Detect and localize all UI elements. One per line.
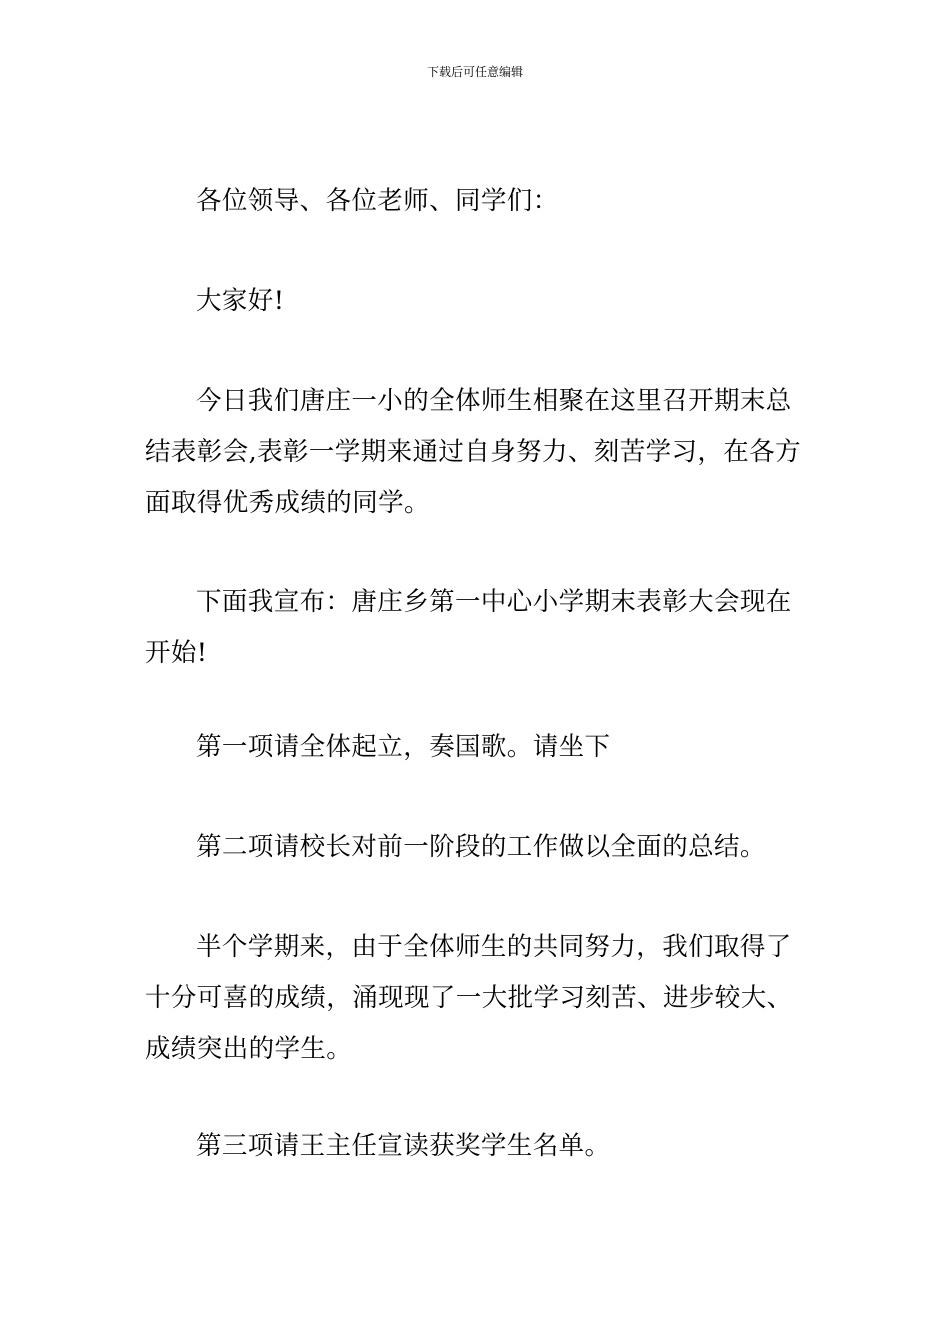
paragraph-item-three bbox=[145, 1121, 810, 1172]
text-line: 第三项请王主任宣读获奖学生名单。 bbox=[196, 1131, 611, 1161]
page-header-note: 下载后可任意编辑 bbox=[426, 65, 523, 79]
text-line: 结表彰会,表彰一学期来通过自身努力、刻苦学习，在各方 bbox=[145, 437, 802, 467]
paragraph-hello bbox=[145, 276, 810, 327]
text-line: 成绩突出的学生。 bbox=[145, 1034, 353, 1064]
paragraph-greeting bbox=[145, 176, 810, 227]
paragraph-item-two bbox=[145, 822, 810, 873]
paragraph-announcement bbox=[145, 577, 810, 679]
text-line: 各位领导、各位老师、同学们： bbox=[196, 186, 559, 216]
text-line: 第一项请全体起立，奏国歌。请坐下 bbox=[196, 732, 611, 762]
text-line: 半个学期来，由于全体师生的共同努力，我们取得了 bbox=[196, 932, 792, 962]
text-line: 今日我们唐庄一小的全体师生相聚在这里召开期末总 bbox=[196, 386, 792, 416]
text-line: 面取得优秀成绩的同学。 bbox=[145, 488, 430, 518]
text-line: 第二项请校长对前一阶段的工作做以全面的总结。 bbox=[196, 832, 766, 862]
paragraph-opening bbox=[145, 376, 810, 529]
text-line: 大家好! bbox=[196, 286, 285, 316]
paragraph-summary bbox=[145, 922, 810, 1075]
text-line: 十分可喜的成绩，涌现现了一大批学习刻苦、进步较大、 bbox=[145, 983, 793, 1013]
paragraph-item-one bbox=[145, 722, 810, 773]
text-line: 下面我宣布：唐庄乡第一中心小学期末表彰大会现在 bbox=[196, 587, 792, 617]
text-line: 开始! bbox=[145, 638, 208, 668]
